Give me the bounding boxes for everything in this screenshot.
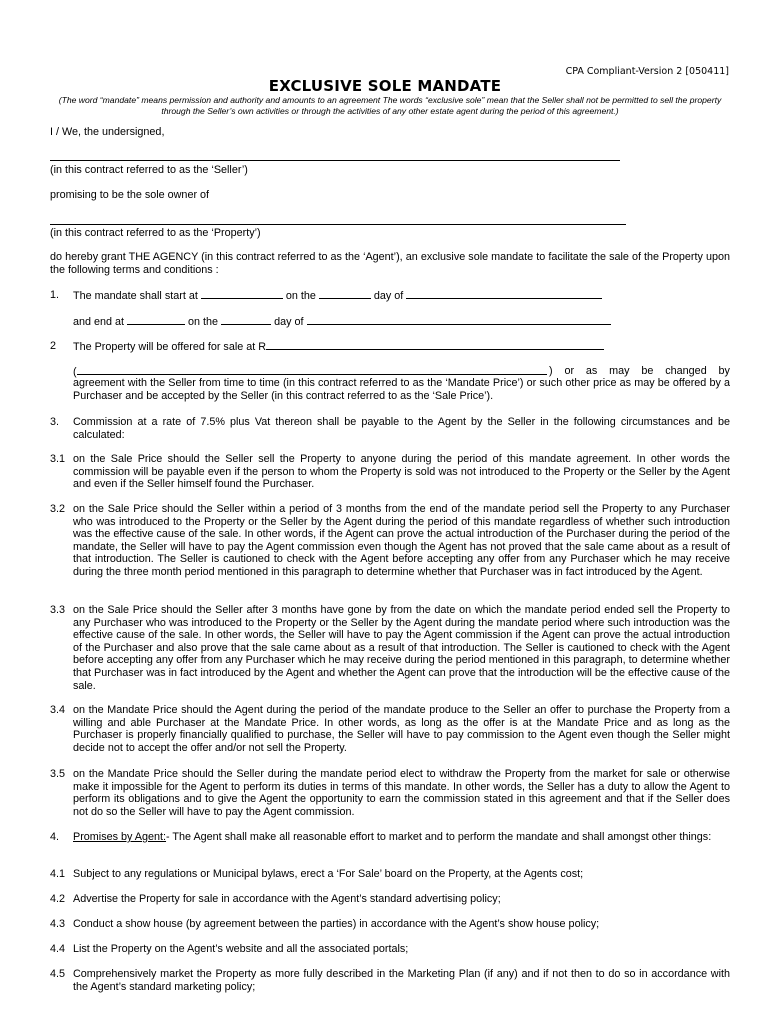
- agent-promises-heading: Promises by Agent:: [73, 831, 167, 843]
- seller-reference: (in this contract referred to as the ‘Seller’): [50, 164, 248, 176]
- clause-4-5-number: 4.5: [50, 968, 66, 980]
- clause-3-4-text: on the Mandate Price should the Agent during the period of the mandate produce to the Seller an offer to purchase the Property from a willing and able Purchaser at the Mandate Price. In other words, as long as the offer is at the Mandate Price and as long as the Purchaser is properly financially qualified to purchase, the Seller will have to pay commission to the Agent even though the Seller might decide not to accept the offer and/or not sell the Property.: [73, 704, 730, 754]
- clause-3-5-text: on the Mandate Price should the Seller during the mandate period elect to withdraw the Property from the market for sale or otherwise make it impossible for the Agent to perform its duties in terms of this mandate. In other words, the Seller has a duty to allow the Agent to perform its obligations and to give the Agent the opportunity to earn the commission stated in this agreement and that if the Seller does not do so the Seller will have to pay the Agent commission.: [73, 768, 730, 818]
- clause-4-3-number: 4.3: [50, 918, 66, 930]
- property-reference: (in this contract referred to as the ‘Property’): [50, 227, 261, 239]
- end-month-field[interactable]: [307, 315, 611, 325]
- price-words-field[interactable]: [77, 365, 547, 375]
- owner-text: promising to be the sole owner of: [50, 189, 210, 201]
- clause-1-number: 1.: [50, 289, 60, 301]
- mandate-start-line: [73, 289, 602, 303]
- mandate-end-line: [73, 315, 611, 329]
- undersigned-text: I / We, the undersigned,: [50, 126, 165, 138]
- clause-4-3-text: Conduct a show house (by agreement between the parties) in accordance with the Agent’s show house policy;: [73, 918, 600, 930]
- clause-3-number: 3.: [50, 416, 60, 428]
- end-time-label: and end at: [73, 316, 125, 328]
- commission-paragraph: Commission at a rate of 7.5% plus Vat thereon shall be payable to the Agent by the Seller in the following circumstances and be calculated:: [73, 416, 730, 441]
- clause-3-4-number: 3.4: [50, 704, 66, 716]
- price-words-tail: ) or as may be changed by: [549, 365, 730, 377]
- clause-4-4-number: 4.4: [50, 943, 66, 955]
- version-label: CPA Compliant-Version 2 [050411]: [565, 66, 729, 77]
- clause-3-5-number: 3.5: [50, 768, 66, 780]
- document-subtitle: (The word “mandate” means permission and authority and amounts to an agreement The words “exclusive sole” mean that the Seller shall not be permitted to sell the property through the Seller’s own activities or through the activities of any other estate agent during the period of this agreement.): [58, 95, 722, 116]
- offer-price-label: The Property will be offered for sale at R: [73, 341, 267, 353]
- agent-promises-text: - The Agent shall make all reasonable effort to market and to perform the mandate and shall amongst other things:: [166, 831, 712, 843]
- end-dayof-label: day of: [274, 316, 304, 328]
- start-time-field[interactable]: [201, 289, 283, 299]
- clause-4-1-number: 4.1: [50, 868, 66, 880]
- open-paren: (: [73, 366, 77, 378]
- clause-3-1-text: on the Sale Price should the Seller sell the Property to anyone during the period of this mandate agreement. In other words the commission will be payable even if the person to whom the Property is sold was not introduced to the Property or the Seller by the Agent and even if the Seller himself found the Purchaser.: [73, 453, 730, 491]
- clause-4-2-number: 4.2: [50, 893, 66, 905]
- clause-4-number: 4.: [50, 831, 60, 843]
- mandate-price-paragraph: agreement with the Seller from time to time (in this contract referred to as the ‘Mandate Price’) or such other price as may be offered by a Purchaser and be accepted by the Seller (in this contract referred to as the ‘Sale Price’).: [73, 377, 730, 402]
- start-day-field[interactable]: [319, 289, 371, 299]
- grant-paragraph: do hereby grant THE AGENCY (in this contract referred to as the ‘Agent’), an exclusive sole mandate to facilitate the sale of the Property upon the following terms and conditions :: [50, 251, 730, 276]
- seller-name-line[interactable]: [50, 160, 620, 161]
- property-description-line[interactable]: [50, 224, 626, 225]
- price-figures-field[interactable]: [266, 340, 604, 350]
- end-on-label: on the: [188, 316, 219, 328]
- clause-2-number: 2: [50, 340, 57, 352]
- end-time-field[interactable]: [127, 315, 185, 325]
- offer-price-line: [73, 340, 604, 354]
- clause-3-2-text: on the Sale Price should the Seller within a period of 3 months from the end of the mandate period sell the Property to any Purchaser who was introduced to the Property or the Seller by the Agent during the period of this mandate regardless of whether such introduction was the effective cause of the sale. In other words, if the Agent can prove the actual introduction of the Purchaser during the period of the mandate, the Seller will have to pay the Agent commission even though the Agent has not proved that the sale came about as a result of that introduction. The Seller is cautioned to check with the Agent before accepting any offer from any Purchaser which he may receive during the three month period mentioned in this paragraph to determine whether that Purchaser was in fact introduced by the Agent.: [73, 503, 730, 578]
- clause-3-3-text: on the Sale Price should the Seller after 3 months have gone by from the date on which the mandate period ended sell the Property to any Purchaser who was introduced to the Property or the Seller by the Agent during the mandate period where such introduction was the effective cause of the sale. In other words, the Seller will have to pay the Agent commission if the Agent can prove the actual introduction of the Purchaser and also prove that the sale came about as a result of that introduction. The Seller is cautioned to check with the Agent before accepting any offer from any Purchaser which he may receive during the period mentioned in this paragraph, to determine whether that Purchaser was in fact introduced by the Agent and whether the Agent can prove that the introduction will be the effective cause of the sale.: [73, 604, 730, 692]
- end-day-field[interactable]: [221, 315, 271, 325]
- start-on-label: on the: [285, 290, 316, 302]
- clause-4-5-text: Comprehensively market the Property as more fully described in the Marketing Plan (if any) and if not then to do so in accordance with the Agent’s standard marketing policy;: [73, 968, 730, 993]
- document-title: EXCLUSIVE SOLE MANDATE: [268, 77, 502, 95]
- clause-4-4-text: List the Property on the Agent’s website and all the associated portals;: [73, 943, 409, 955]
- clause-3-3-number: 3.3: [50, 604, 66, 616]
- clause-4-1-text: Subject to any regulations or Municipal bylaws, erect a ‘For Sale’ board on the Property, at the Agents cost;: [73, 868, 584, 880]
- clause-3-1-number: 3.1: [50, 453, 66, 465]
- agent-promises-paragraph: [73, 831, 730, 844]
- clause-4-2-text: Advertise the Property for sale in accordance with the Agent’s standard advertising policy;: [73, 893, 501, 905]
- start-time-label: The mandate shall start at: [73, 290, 198, 302]
- clause-3-2-number: 3.2: [50, 503, 66, 515]
- start-dayof-label: day of: [373, 290, 404, 302]
- start-month-field[interactable]: [406, 289, 602, 299]
